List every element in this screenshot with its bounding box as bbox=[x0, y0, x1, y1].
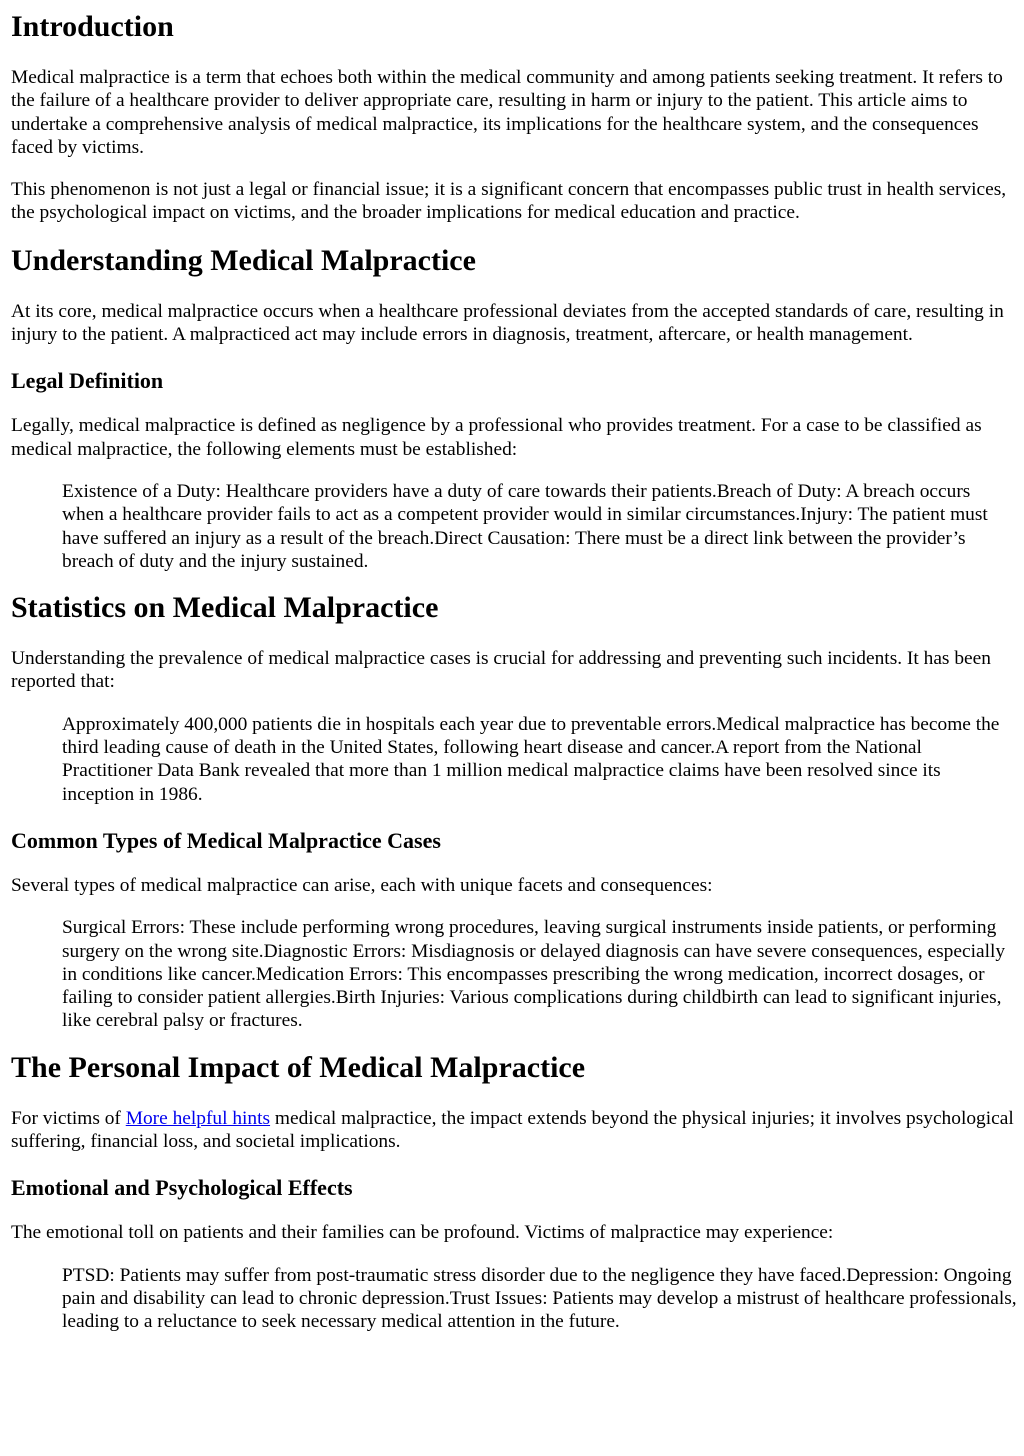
types-paragraph: Several types of medical malpractice can arise, each with unique facets and consequences: bbox=[11, 874, 713, 896]
heading-statistics: Statistics on Medical Malpractice bbox=[11, 591, 439, 625]
impact-text-after-link: medical malpractice, the impact extends beyond the physical injuries; it involves psychological suffering, financial loss, and societal implications. bbox=[11, 1107, 1014, 1153]
legal-paragraph: Legally, medical malpractice is defined as negligence by a professional who provides treatment. For a case to be classified as medical malpractice, the following elements must be established: bbox=[11, 415, 982, 460]
heading-common-types: Common Types of Medical Malpractice Cases bbox=[11, 827, 441, 853]
understanding-paragraph: At its core, medical malpractice occurs when a healthcare professional deviates from the accepted standards of care, resulting in injury to the patient. A malpracticed act may include errors in diagnosis, treatment, aftercare, or health management. bbox=[11, 300, 1004, 346]
intro-paragraph-1: Medical malpractice is a term that echoes both within the medical community and among patients seeking treatment. It refers to the failure of a healthcare provider to deliver appropriate care, resulting in harm or injury to the patient. This article aims to undertake a comprehensive analysis of medical malpractice, its implications for the healthcare system, and the consequences faced by victims. bbox=[11, 67, 1003, 158]
heading-legal-definition: Legal Definition bbox=[11, 368, 164, 394]
intro-paragraph-2: This phenomenon is not just a legal or financial issue; it is a significant concern that encompasses public trust in health services, the psychological impact on victims, and the broader implications for medical education and practice. bbox=[11, 179, 1007, 224]
heading-understanding: Understanding Medical Malpractice bbox=[11, 243, 476, 277]
article bbox=[0, 10, 1024, 1334]
emotional-effects-list: PTSD: Patients may suffer from post-traumatic stress disorder due to the negligence they have faced.Depression: Ongoing pain and disability can lead to chronic depression.Trust Issues: Patients may develop a mistrust of healthcare professionals, leading to a reluctance to seek necessary medical attention in the future. bbox=[62, 1264, 1017, 1333]
impact-paragraph bbox=[11, 1107, 1017, 1154]
heading-emotional-effects: Emotional and Psychological Effects bbox=[11, 1175, 353, 1201]
impact-text-before-link: For victims of bbox=[11, 1107, 126, 1129]
more-helpful-hints-link[interactable]: More helpful hints bbox=[125, 1107, 271, 1129]
heading-introduction: Introduction bbox=[11, 10, 174, 43]
statistics-paragraph: Understanding the prevalence of medical malpractice cases is crucial for addressing and preventing such incidents. It has been reported that: bbox=[11, 648, 991, 693]
emotional-paragraph: The emotional toll on patients and their families can be profound. Victims of malpractice may experience: bbox=[11, 1222, 834, 1244]
heading-personal-impact: The Personal Impact of Medical Malpractice bbox=[11, 1050, 586, 1084]
statistics-list: Approximately 400,000 patients die in hospitals each year due to preventable errors.Medical malpractice has become the third leading cause of death in the United States, following heart disease and cancer.A report from the National Practitioner Data Bank revealed that more than 1 million medical malpractice claims have been resolved since its inception in 1986. bbox=[62, 713, 1000, 805]
types-list: Surgical Errors: These include performing wrong procedures, leaving surgical instruments inside patients, or performing surgery on the wrong site.Diagnostic Errors: Misdiagnosis or delayed diagnosis can have severe consequences, especially in conditions like cancer.Medication Errors: This encompasses prescribing the wrong medication, incorrect dosages, or failing to consider patient allergies.Birth Injuries: Various complications during childbirth can lead to significant injuries, like cerebral palsy or fractures. bbox=[62, 917, 1006, 1032]
legal-elements-list: Existence of a Duty: Healthcare providers have a duty of care towards their patients.Breach of Duty: A breach occurs when a healthcare provider fails to act as a competent provider would in similar circumstances.Injury: The patient must have suffered an injury as a result of the breach.Direct Causation: There must be a direct link between the provider’s breach of duty and the injury sustained. bbox=[62, 480, 988, 572]
